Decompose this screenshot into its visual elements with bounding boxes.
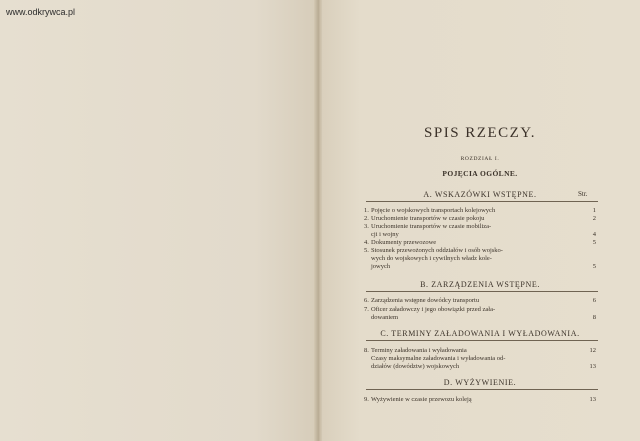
entry-page: 1 <box>592 207 596 214</box>
entry-title: Czasy maksymalne załadowania i wyładowania od- <box>371 355 506 362</box>
entry-page: 5 <box>592 239 596 246</box>
entry-title: Zarządzenia wstępne dowódcy transportu <box>371 297 480 304</box>
entry-title-continued: dowaniem <box>371 314 399 321</box>
entry-title: Wyżywienie w czasie przewozu koleją <box>371 396 472 403</box>
toc-title: SPIS RZECZY. <box>424 125 536 141</box>
entry-page: 5 <box>592 263 596 270</box>
entry-title-continued: cji i wojny <box>371 231 399 238</box>
entry-page: 2 <box>592 215 596 222</box>
entry-page: 8 <box>592 314 596 321</box>
entry-page: 13 <box>589 363 596 370</box>
entry-number: 8. <box>364 347 369 354</box>
entry-title-continued: wych do wojskowych i cywilnych władz kole- <box>371 255 492 262</box>
entry-title: Oficer załadowczy i jego obowiązki przed zała- <box>371 306 496 313</box>
entry-title-continued: jowych <box>371 263 391 270</box>
entry-page: 4 <box>592 231 596 238</box>
section-rule <box>366 340 598 341</box>
entry-title-continued: działów (dowództw) wojskowych <box>371 363 460 370</box>
watermark: www.odkrywca.pl <box>6 7 76 17</box>
entry-title: Stosunek przewożonych oddziałów i osób wojsko- <box>371 247 503 254</box>
section-heading: D. WYŻYWIENIE. <box>443 378 517 387</box>
entry-number: 1. <box>364 207 369 214</box>
part-title: POJĘCIA OGÓLNE. <box>442 169 518 178</box>
entry-number: 9. <box>364 396 369 403</box>
entry-page: 12 <box>589 347 596 354</box>
page-column-label: Str. <box>578 190 588 198</box>
chapter-label: ROZDZIAŁ I. <box>460 156 500 162</box>
left-page <box>0 0 318 441</box>
entry-title: Uruchomienie transportów w czasie pokoju <box>371 215 485 222</box>
entry-page: 6 <box>592 297 596 304</box>
entry-title: Terminy załadowania i wyładowania <box>371 347 467 354</box>
entry-number: 7. <box>364 306 369 313</box>
entry-number: 5. <box>364 247 369 254</box>
section-rule <box>366 389 598 390</box>
entry-title: Pojęcie o wojskowych transportach kolejowych <box>371 207 496 214</box>
section-heading: C. TERMINY ZAŁADOWANIA I WYŁADOWANIA. <box>380 329 580 338</box>
entry-page: 13 <box>589 396 596 403</box>
entry-number: 2. <box>364 215 369 222</box>
entry-number: 6. <box>364 297 369 304</box>
entry-number: 3. <box>364 223 369 230</box>
section-heading: B. ZARZĄDZENIA WSTĘPNE. <box>420 280 540 289</box>
section-rule <box>366 291 598 292</box>
entry-title: Dokumenty przewozowe <box>371 239 437 246</box>
entry-number: 4. <box>364 239 369 246</box>
section-rule <box>366 201 598 202</box>
entry-title: Uruchomienie transportów w czasie mobiliza- <box>371 223 492 230</box>
section-heading: A. WSKAZÓWKI WSTĘPNE. <box>423 190 537 199</box>
